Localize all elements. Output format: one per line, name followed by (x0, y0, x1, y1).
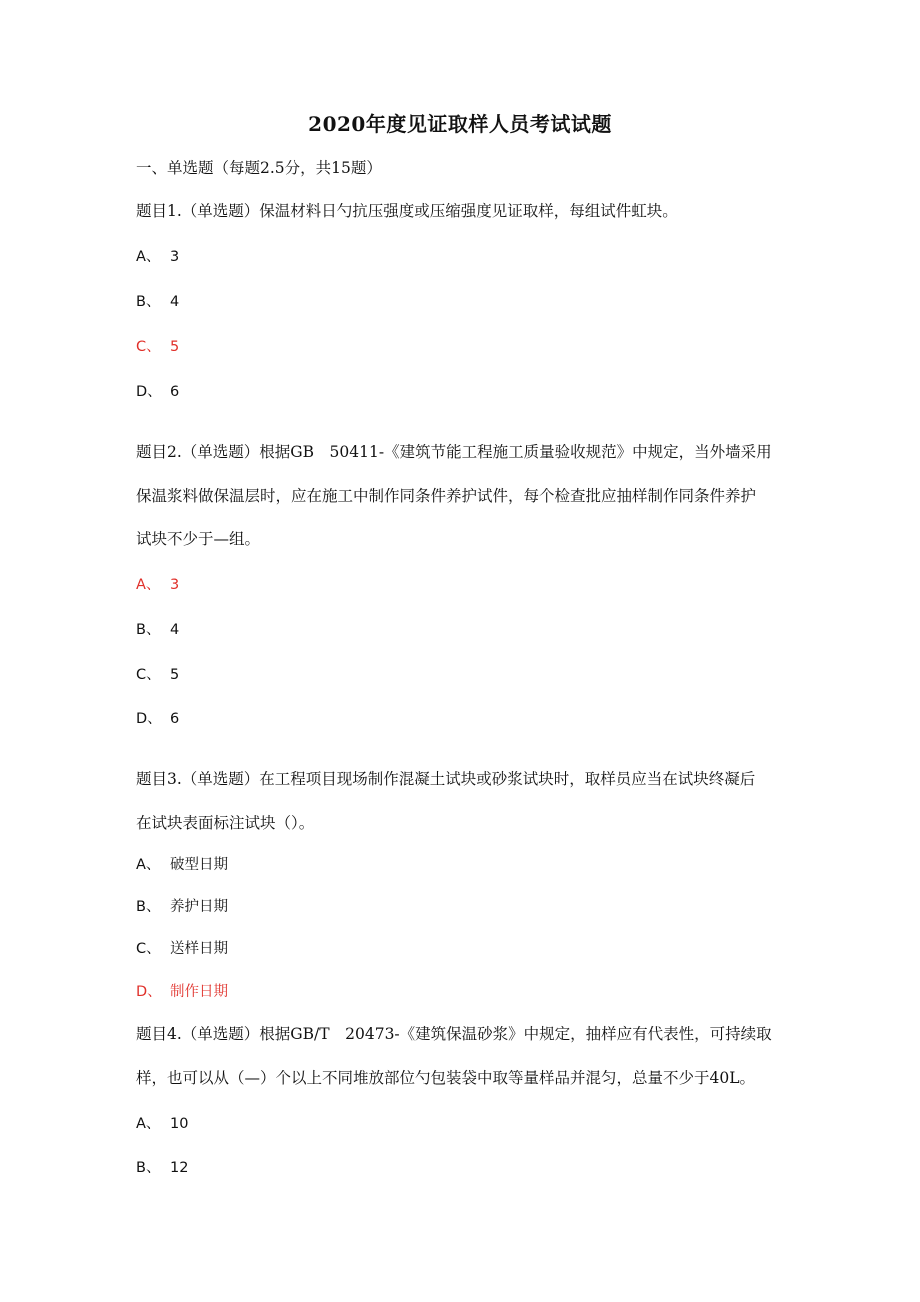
question-2-option-a (136, 575, 179, 595)
option-value: 5 (170, 339, 180, 355)
option-value: 5 (170, 667, 180, 683)
option-value: 6 (170, 711, 180, 727)
question-4-text-line-1: 题目4.（单选题）根据GB/T 20473-《建筑保温砂浆》中规定，抽样应有代表性，可持续取 (136, 1025, 772, 1043)
option-letter: B、 (136, 1160, 161, 1176)
option-value: 送样日期 (170, 941, 228, 957)
question-2-option-b (136, 620, 179, 640)
option-value: 制作日期 (170, 984, 228, 1000)
option-letter: B、 (136, 294, 161, 310)
question-2-text-line-1: 题目2.（单选题）根据GB 50411-《建筑节能工程施工质量验收规范》中规定，当外墙采用 (136, 443, 772, 461)
question-2-option-d (136, 709, 179, 729)
option-letter: D、 (136, 711, 162, 727)
option-letter: A、 (136, 577, 161, 593)
option-letter: B、 (136, 622, 161, 638)
question-1-text: 题目1.（单选题）保温材料日勺抗压强度或压缩强度见证取样，每组试件虹块。 (136, 202, 678, 220)
option-value: 3 (170, 249, 180, 265)
question-1-option-a (136, 247, 179, 267)
option-value: 破型日期 (170, 857, 228, 873)
question-3-text-line-2: 在试块表面标注试块（）。 (136, 814, 315, 832)
option-letter: C、 (136, 667, 161, 683)
question-2-text-line-2: 保温浆料做保温层时，应在施工中制作同条件养护试件，每个检查批应抽样制作同条件养护 (136, 487, 757, 505)
option-letter: B、 (136, 899, 161, 915)
question-3-text-line-1: 题目3.（单选题）在工程项目现场制作混凝土试块或砂浆试块时，取样员应当在试块终凝后 (136, 770, 756, 788)
option-letter: A、 (136, 1116, 161, 1132)
question-1-option-d (136, 382, 179, 402)
question-1-option-c (136, 337, 179, 357)
option-value: 养护日期 (170, 899, 228, 915)
question-2-text-line-3: 试块不少于—组。 (136, 530, 261, 548)
option-value: 4 (170, 622, 180, 638)
question-4-text-line-2: 样，也可以从（—）个以上不同堆放部位勺包装袋中取等量样品并混匀，总量不少于40L。 (136, 1069, 756, 1087)
question-4-option-b (136, 1158, 188, 1178)
option-letter: D、 (136, 984, 162, 1000)
option-value: 10 (170, 1116, 189, 1132)
option-letter: A、 (136, 857, 161, 873)
option-value: 12 (170, 1160, 189, 1176)
question-3-option-b (136, 897, 228, 917)
option-letter: D、 (136, 384, 162, 400)
section-heading: 一、单选题（每题2.5分，共15题） (136, 159, 382, 177)
question-3-option-a (136, 855, 228, 875)
page-title: 2020年度见证取样人员考试试题 (308, 112, 612, 136)
option-letter: C、 (136, 941, 161, 957)
question-3-option-d (136, 982, 228, 1002)
option-letter: C、 (136, 339, 161, 355)
question-3-option-c (136, 939, 228, 959)
question-1-option-b (136, 292, 179, 312)
option-value: 4 (170, 294, 180, 310)
option-value: 6 (170, 384, 180, 400)
question-2-option-c (136, 665, 179, 685)
option-value: 3 (170, 577, 180, 593)
option-letter: A、 (136, 249, 161, 265)
question-4-option-a (136, 1114, 188, 1134)
